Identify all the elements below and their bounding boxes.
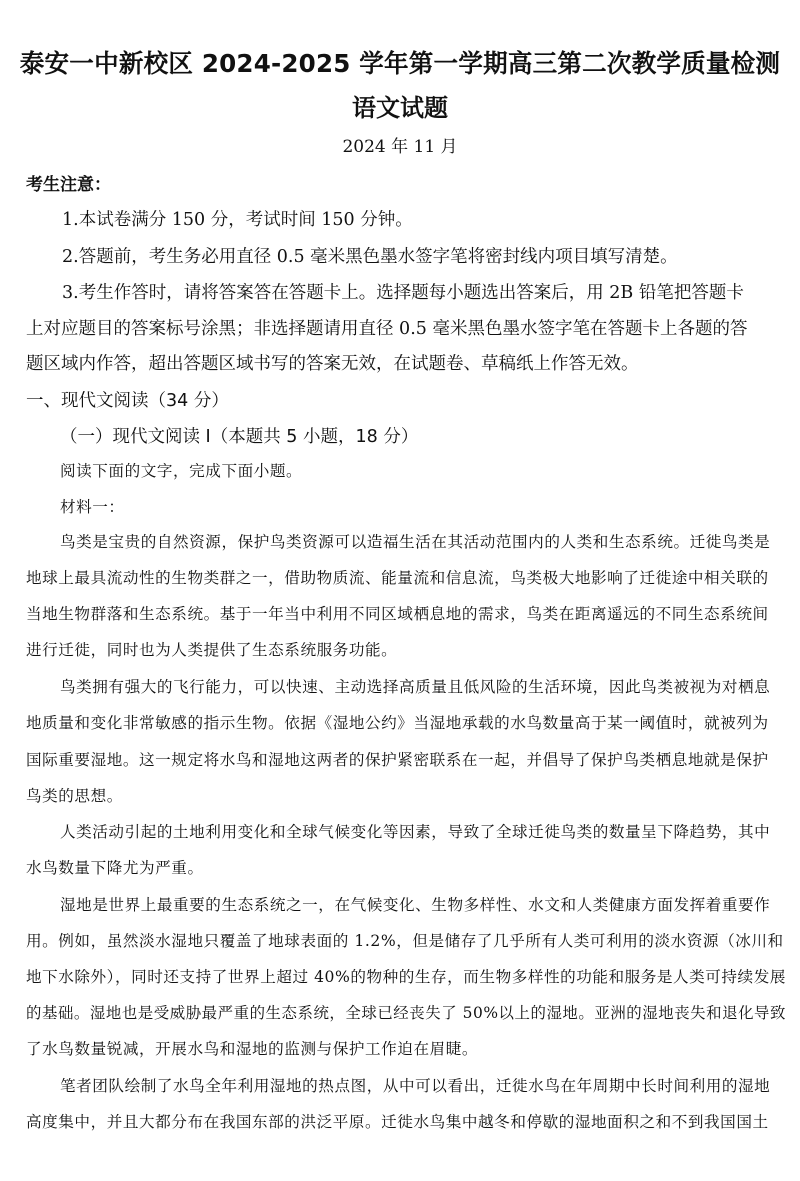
exam-date: 2024 年 11 月 [342,137,458,157]
notice-heading: 考生注意： [26,175,111,195]
passage-line: 人类活动引起的土地利用变化和全球气候变化等因素，导致了全球迁徙鸟类的数量呈下降趋势，其中 [60,823,771,841]
section-heading: 一、现代文阅读（34 分） [26,391,229,411]
passage-line: 的基础。湿地也是受威胁最严重的生态系统，全球已经丧失了 50%以上的湿地。亚洲的湿地丧失和退化导致 [26,1004,786,1022]
reading-instruction: 阅读下面的文字，完成下面小题。 [60,462,303,480]
passage-line: 当地生物群落和生态系统。基于一年当中利用不同区域栖息地的需求，鸟类在距离遥远的不同生态系统间 [26,605,769,623]
notice-line: 1.本试卷满分 150 分，考试时间 150 分钟。 [62,210,413,230]
passage-line: 了水鸟数量锐减，开展水鸟和湿地的监测与保护工作迫在眉睫。 [26,1040,479,1058]
passage-line: 湿地是世界上最重要的生态系统之一，在气候变化、生物多样性、水文和人类健康方面发挥着重要作 [60,896,771,914]
passage-line: 进行迁徙，同时也为人类提供了生态系统服务功能。 [26,641,398,659]
passage-line: 笔者团队绘制了水鸟全年利用湿地的热点图，从中可以看出，迁徙水鸟在年周期中长时间利用的湿地 [60,1077,771,1095]
passage-line: 地质量和变化非常敏感的指示生物。依据《湿地公约》当湿地承载的水鸟数量高于某一阈值时，就被列为 [26,714,769,732]
material-label: 材料一： [60,498,125,516]
subsection-heading: （一）现代文阅读 I（本题共 5 小题，18 分） [60,427,419,447]
notice-line: 上对应题目的答案标号涂黑；非选择题请用直径 0.5 毫米黑色墨水签字笔在答题卡上各题的答 [26,319,748,339]
notice-line: 2.答题前，考生务必用直径 0.5 毫米黑色墨水签字笔将密封线内项目填写清楚。 [62,247,678,267]
exam-title: 泰安一中新校区 2024-2025 学年第一学期高三第二次教学质量检测 [19,49,781,78]
passage-line: 用。例如，虽然淡水湿地只覆盖了地球表面的 1.2%，但是储存了几乎所有人类可利用的淡水资源（冰川和 [26,932,784,950]
passage-line: 地球上最具流动性的生物类群之一，借助物质流、能量流和信息流，鸟类极大地影响了迁徙途中相关联的 [26,569,769,587]
passage-line: 鸟类是宝贵的自然资源，保护鸟类资源可以造福生活在其活动范围内的人类和生态系统。迁徙鸟类是 [60,533,771,551]
passage-line: 鸟类拥有强大的飞行能力，可以快速、主动选择高质量且低风险的生活环境，因此鸟类被视为对栖息 [60,678,771,696]
passage-line: 国际重要湿地。这一规定将水鸟和湿地这两者的保护紧密联系在一起，并倡导了保护鸟类栖息地就是保护 [26,751,769,769]
exam-subtitle: 语文试题 [352,94,448,122]
notice-line: 3.考生作答时，请将答案答在答题卡上。选择题每小题选出答案后，用 2B 铅笔把答题卡 [62,283,744,303]
notice-line: 题区域内作答，超出答题区域书写的答案无效，在试题卷、草稿纸上作答无效。 [26,354,639,374]
passage-line: 高度集中，并且大都分布在我国东部的洪泛平原。迁徙水鸟集中越冬和停歇的湿地面积之和不到我国国土 [26,1113,769,1131]
passage-line: 水鸟数量下降尤为严重。 [26,859,204,877]
passage-line: 地下水除外），同时还支持了世界上超过 40%的物种的生存，而生物多样性的功能和服务是人类可持续发展 [26,968,786,986]
passage-line: 鸟类的思想。 [26,787,123,805]
